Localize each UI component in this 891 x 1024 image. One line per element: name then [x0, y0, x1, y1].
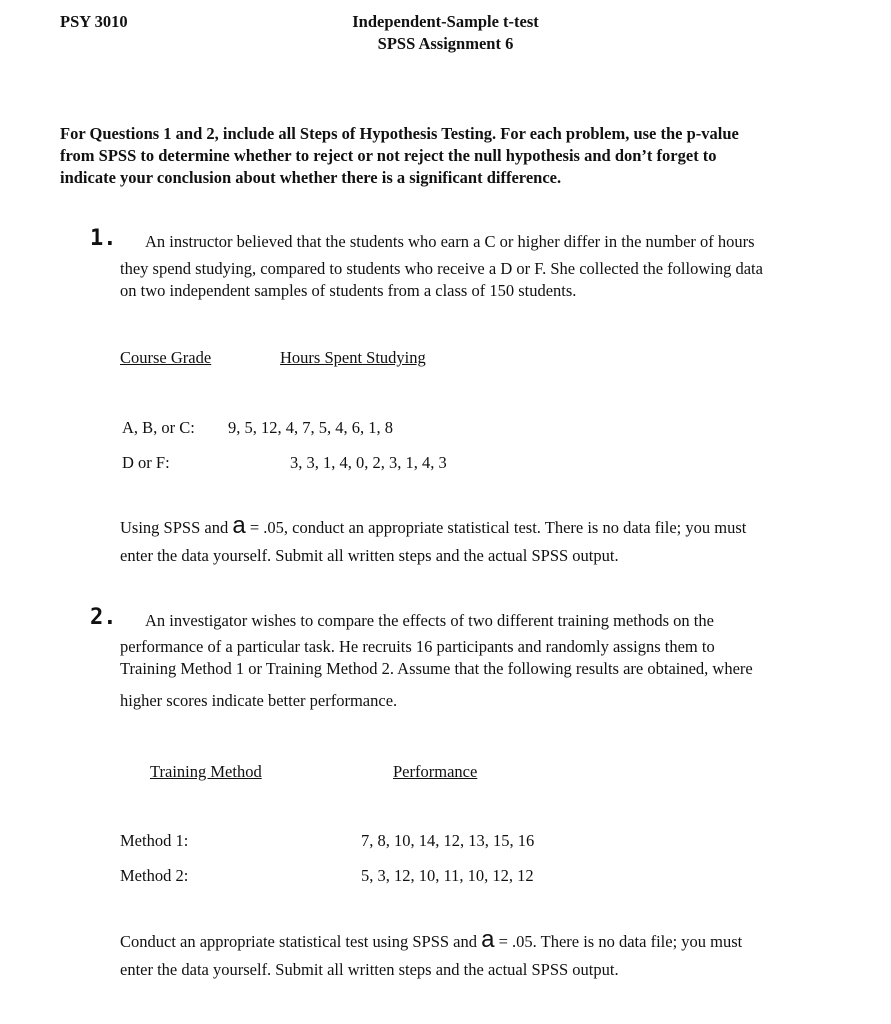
question-1-text: on two independent samples of students from a class of 150 students.	[120, 281, 577, 300]
question-1-text: An instructor believed that the students who earn a C or higher differ in the number of hours	[145, 232, 755, 251]
question-1-task	[120, 512, 747, 539]
question-1-number: 1.	[90, 226, 117, 251]
course-grade-header: Course Grade	[120, 348, 212, 367]
task-text: = .05, conduct an appropriate statistical test. There is no data file; you must	[245, 518, 747, 537]
row-values: 7, 8, 10, 14, 12, 13, 15, 16	[361, 831, 535, 850]
row-values: 3, 3, 1, 4, 0, 2, 3, 1, 4, 3	[290, 453, 447, 472]
question-2-number: 2.	[90, 605, 117, 630]
document-subtitle: SPSS Assignment 6	[377, 34, 514, 53]
row-label: D or F:	[122, 453, 170, 472]
row-values: 9, 5, 12, 4, 7, 5, 4, 6, 1, 8	[228, 418, 393, 437]
task-text: = .05. There is no data file; you must	[494, 932, 743, 951]
performance-header: Performance	[393, 762, 478, 781]
question-1-task: enter the data yourself. Submit all written steps and the actual SPSS output.	[120, 546, 619, 565]
training-method-header: Training Method	[150, 762, 262, 781]
question-2-task: enter the data yourself. Submit all written steps and the actual SPSS output.	[120, 960, 619, 979]
row-label: A, B, or C:	[122, 418, 195, 437]
row-label: Method 1:	[120, 831, 189, 850]
question-2-text: Training Method 1 or Training Method 2. Assume that the following results are obtained, where	[120, 659, 753, 678]
row-label: Method 2:	[120, 866, 189, 885]
instructions-line: For Questions 1 and 2, include all Steps of Hypothesis Testing. For each problem, use the p-value	[60, 124, 739, 143]
course-code: PSY 3010	[60, 12, 128, 31]
hours-header: Hours Spent Studying	[280, 348, 426, 367]
document-title: Independent-Sample t-test	[352, 12, 539, 31]
task-text: Conduct an appropriate statistical test using SPSS and	[120, 932, 482, 951]
task-text: Using SPSS and	[120, 518, 233, 537]
row-values: 5, 3, 12, 10, 11, 10, 12, 12	[361, 866, 534, 885]
question-2-text: An investigator wishes to compare the effects of two different training methods on the	[145, 611, 714, 630]
instructions-line: indicate your conclusion about whether there is a significant difference.	[60, 168, 562, 187]
question-1-text: they spend studying, compared to students who receive a D or F. She collected the following data	[120, 259, 763, 278]
question-2-text: performance of a particular task. He recruits 16 participants and randomly assigns them to	[120, 637, 715, 656]
alpha-symbol: a	[232, 512, 246, 539]
alpha-symbol: a	[481, 926, 495, 953]
question-2-text: higher scores indicate better performance.	[120, 691, 398, 710]
question-2-task	[120, 926, 743, 953]
instructions-line: from SPSS to determine whether to reject or not reject the null hypothesis and don’t forget to	[60, 146, 717, 165]
